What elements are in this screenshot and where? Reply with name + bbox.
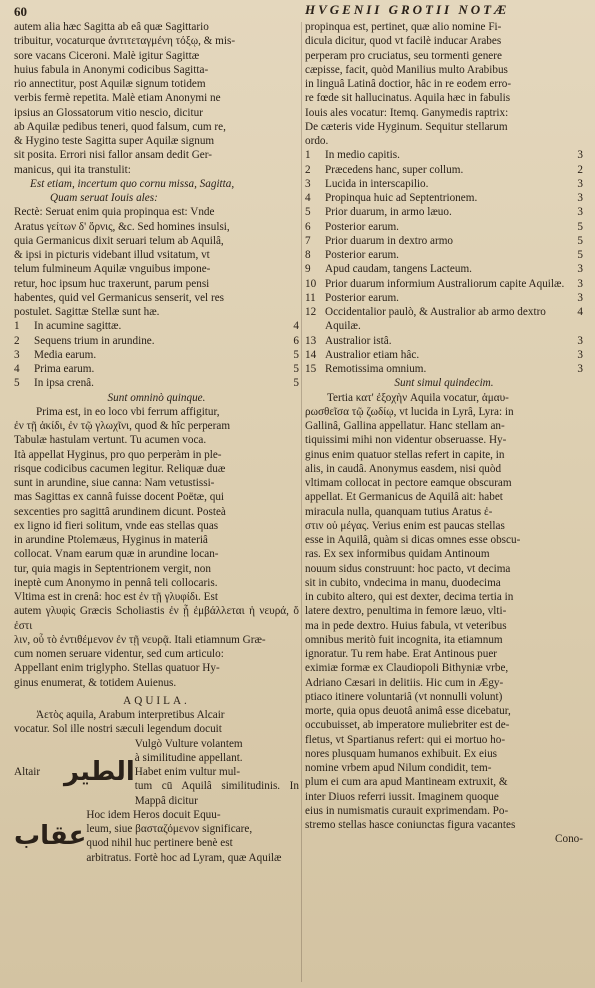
text-line: eius in numismatis curauit exprimendam. Po- bbox=[305, 804, 509, 817]
text-line: alis, in caudâ. Anonymus easdem, nisi quòd bbox=[305, 462, 502, 475]
text-line: Appellant enim triglypho. Stellas quatuor Hy- bbox=[14, 662, 220, 675]
star-description: Posterior earum. bbox=[325, 249, 399, 261]
text-line: Rectè: Seruat enim quia propinqua est: Vnde bbox=[14, 206, 215, 219]
star-description: Media earum. bbox=[34, 348, 97, 361]
text-line: sexcenties pro sagittâ arundinem dicunt. Posteà bbox=[14, 505, 226, 518]
text-line: in cubito altero, qui est dexter, decima tertia in bbox=[305, 591, 514, 603]
text-line: propinqua est, pertinet, quæ alio nomine Fi- bbox=[305, 21, 502, 33]
text-line: Iouis ales vocatur: Itemq. Ganymedis raptrix: bbox=[305, 106, 509, 119]
text-line: autem γλυφὶς Græcis Scholiastis ἐν ᾗ ἐμβάλλεται ἡ νευρά, ὅ ἐστι bbox=[14, 605, 299, 632]
star-magnitude: 5 bbox=[293, 377, 299, 390]
star-magnitude: 3 bbox=[577, 177, 583, 190]
star-item bbox=[305, 291, 583, 305]
text-line: Habet enim vultur mul- bbox=[134, 766, 241, 778]
text-line: tum cū Aquilâ similitudinis. In Mappâ dicitur bbox=[134, 780, 299, 807]
text-line: Tabulæ hastulam vertunt. Tu acumen voca. bbox=[14, 434, 207, 447]
text-line: autem alia hæc Sagitta ab eâ quæ Sagittario bbox=[14, 21, 209, 33]
text-line: Gallinâ, Gallina appellatur. Hanc stellam an- bbox=[305, 420, 505, 432]
text-line: vltimam collocat in pectore eamque obscuram bbox=[305, 477, 512, 489]
star-magnitude: 5 bbox=[293, 348, 299, 361]
star-description: Occidentalior paulò, & Australior ab armo dextro Aquilæ. bbox=[325, 306, 546, 333]
altair-label: Altair bbox=[14, 766, 41, 778]
text-line: λιν, οὗ τὸ ἐντιθέμενον ἐν τῇ νευρᾷ. Itali etiamnum Græ- bbox=[14, 633, 266, 646]
star-number: 1 bbox=[305, 149, 311, 162]
text-line: cum nomen seruare videntur, sed cum articulo: bbox=[14, 648, 224, 660]
text-line: sit in cubito, vndecima in manu, duodecima bbox=[305, 576, 501, 589]
star-number: 8 bbox=[305, 249, 311, 261]
aquila-star-list bbox=[305, 148, 583, 376]
text-line: ma in pede dextro. Huius fabula, vt veteribus bbox=[305, 619, 507, 632]
star-magnitude: 3 bbox=[577, 149, 583, 162]
text-line: fletus, vt Spartianus refert: qui ei mortuo ho- bbox=[305, 733, 506, 746]
text-line: re fœde sit hallucinatus. Aquila hæc in fabulis bbox=[305, 92, 511, 105]
text-line: Aratus γείτων δ' ὄρνις, &c. Sed homines insulsi, bbox=[14, 220, 230, 233]
text-line: perperam pro cruciatus, seu tormenti genere bbox=[305, 49, 502, 62]
aquila-total: Sunt simul quindecim. bbox=[394, 377, 494, 390]
section-title-aquila: AQUILA. bbox=[123, 694, 190, 707]
text-line: miracula nulla, quanquam tutius Aratus ἐ- bbox=[305, 505, 493, 518]
star-number: 14 bbox=[305, 348, 317, 361]
star-description: Remotissima omnium. bbox=[325, 363, 427, 375]
paragraph-aetos bbox=[14, 708, 299, 737]
sagitta-star-list bbox=[14, 319, 299, 390]
text-line: nomine vrbem apud Nilum condidit, tem- bbox=[305, 762, 492, 774]
star-description: In medio capitis. bbox=[325, 149, 400, 162]
star-number: 12 bbox=[305, 306, 317, 318]
paragraph-sagitta-intro bbox=[14, 20, 299, 177]
star-number: 1 bbox=[14, 320, 20, 333]
star-number: 4 bbox=[305, 192, 311, 204]
text-line: quia Germanicus dixit seruari telum ab Aquilâ, bbox=[14, 234, 224, 247]
text-line: telum fulmineum Aquilæ vnguibus impone- bbox=[14, 263, 211, 276]
text-line: ordo. bbox=[305, 135, 329, 147]
left-column bbox=[14, 20, 299, 982]
text-line: ipsius an Glossatorum vitio nescio, dicitur bbox=[14, 106, 203, 119]
text-line: & Hygino teste Sagitta super Aquilæ signum bbox=[14, 135, 215, 147]
star-item bbox=[305, 191, 583, 205]
star-item bbox=[14, 319, 299, 333]
text-line: Ità appellat Hyginus, pro quo perperàm in ple- bbox=[14, 448, 222, 461]
text-line: à similitudine appellant. bbox=[134, 751, 243, 764]
text-line: mas Sagittas ex cannâ fuisse docent Poëtæ, qui bbox=[14, 491, 225, 504]
text-line: rio annectitur, post Aquilæ signum totidem bbox=[14, 78, 206, 90]
star-item bbox=[305, 305, 583, 334]
star-description: Sequens trium in arundine. bbox=[34, 334, 155, 347]
text-line: ἐν τῇ ἀκίδι, ἐν τῷ γλωχῖνι, quod & hîc perperam bbox=[14, 420, 231, 432]
star-number: 3 bbox=[305, 177, 311, 190]
star-number: 13 bbox=[305, 334, 317, 347]
star-item bbox=[305, 362, 583, 376]
altair-arabic: الطير bbox=[64, 757, 135, 788]
right-column bbox=[305, 20, 583, 982]
paragraph-tertia bbox=[305, 391, 583, 833]
text-line: leum, siue βασταζόμενον significare, bbox=[86, 823, 253, 835]
star-magnitude: 5 bbox=[293, 363, 299, 375]
text-line: De cæteris vide Hyginum. Sequitur stellarum bbox=[305, 120, 508, 133]
page-number: 60 bbox=[14, 4, 27, 19]
altair-text bbox=[135, 737, 299, 808]
text-line: ρωσθεῖσα τῷ ζωδίῳ, vt lucida in Lyrâ, Lyra: in bbox=[305, 405, 514, 418]
text-line: huius fabula in Anonymi codicibus Sagitta- bbox=[14, 63, 209, 76]
text-line: ineptè cum Anonymo in pennâ teli collocaris. bbox=[14, 576, 218, 589]
text-line: eximiæ formæ ex Claudiopoli Bithyniæ vrbe, bbox=[305, 662, 509, 675]
text-line: nores plusquam humanos exhibuit. Ex eius bbox=[305, 747, 498, 760]
star-item bbox=[14, 348, 299, 362]
star-description: Præcedens hanc, super collum. bbox=[325, 163, 464, 176]
star-item bbox=[305, 334, 583, 348]
star-magnitude: 5 bbox=[577, 249, 583, 261]
text-line: ras. Ex sex informibus quidam Antinoum bbox=[305, 548, 490, 561]
star-magnitude: 4 bbox=[577, 306, 583, 318]
text-line: stremo stellas hasce coniunctas figura vacantes bbox=[305, 819, 516, 831]
text-line: ptiaco itinere voluntariâ (vt nonnulli volunt) bbox=[305, 690, 503, 703]
star-number: 5 bbox=[305, 206, 311, 219]
star-magnitude: 3 bbox=[577, 206, 583, 219]
text-line: στιν οὐ μέγας. Verius enim est paucas stellas bbox=[305, 519, 505, 532]
star-description: Prima earum. bbox=[34, 363, 95, 375]
text-line: Est etiam, incertum quo cornu missa, Sagitta, bbox=[30, 177, 235, 190]
star-description: Propinqua huic ad Septentrionem. bbox=[325, 192, 478, 204]
text-line: & ipsi in picturis videbant illud vsitatum, vt bbox=[14, 249, 210, 261]
star-number: 11 bbox=[305, 291, 316, 304]
text-line: quod nihil huc pertinere benè est bbox=[86, 837, 233, 850]
star-description: In ipsa crenâ. bbox=[34, 377, 94, 390]
text-line: Ἀετὸς aquila, Arabum interpretibus Alcair bbox=[36, 709, 225, 721]
text-line: habentes, quid vel Germanicus senserit, vel res bbox=[14, 291, 225, 304]
text-line: occubuisset, ab imperatore muliebriter est de- bbox=[305, 719, 510, 732]
star-item bbox=[305, 220, 583, 234]
text-line: omnibus meritò fuit incognita, ita etiamnum bbox=[305, 633, 503, 646]
text-line: ginus enumerat, & totidem Auienus. bbox=[14, 676, 177, 689]
text-line: sore vacans Ciceroni. Malè igitur Sagittæ bbox=[14, 49, 200, 62]
text-line: inter Diuos referri iussit. Imaginem quoque bbox=[305, 790, 499, 803]
text-line: Adriano Cæsari in delitiis. Hic cum in Ægy- bbox=[305, 676, 504, 689]
star-description: Australior istâ. bbox=[325, 334, 392, 347]
text-line: cæpisse, facit, quòd Manilius multo Arabibus bbox=[305, 63, 508, 76]
star-item bbox=[305, 262, 583, 276]
star-number: 5 bbox=[14, 377, 20, 390]
text-line: ex ligno id fieri solitum, vnde eas stellas quas bbox=[14, 519, 219, 532]
okab-text bbox=[86, 808, 299, 865]
star-number: 3 bbox=[14, 348, 20, 361]
star-number: 2 bbox=[14, 334, 20, 347]
catchword: Cono- bbox=[555, 833, 583, 846]
star-item bbox=[14, 362, 299, 376]
star-description: Prior duarum in dextro armo bbox=[325, 234, 454, 247]
text-line: ab Aquilæ pedibus teneri, quod falsum, cum re, bbox=[14, 120, 226, 133]
star-description: Posterior earum. bbox=[325, 220, 399, 233]
star-number: 4 bbox=[14, 363, 20, 375]
star-item bbox=[14, 376, 299, 390]
star-description: Prior duarum informium Australiorum capite Aquilæ. bbox=[325, 277, 565, 290]
star-magnitude: 3 bbox=[577, 363, 583, 375]
star-magnitude: 3 bbox=[577, 291, 583, 304]
star-item bbox=[305, 348, 583, 362]
text-line: collocat. Vnam earum quæ in arundine locan- bbox=[14, 548, 219, 561]
text-line: Vltima est in crenâ: hoc est ἐν τῇ γλυφίδι. Est bbox=[14, 591, 218, 603]
star-number: 2 bbox=[305, 163, 311, 176]
text-line: morte, quia opus deuotâ animâ esse dicebatur, bbox=[305, 705, 511, 717]
germanicus-verse bbox=[14, 177, 299, 206]
text-line: manicus, qui ita transtulit: bbox=[14, 163, 131, 176]
star-item bbox=[305, 177, 583, 191]
star-description: Posterior earum. bbox=[325, 291, 399, 304]
text-line: risque codicibus cacumen legitur. Reliquæ duæ bbox=[14, 462, 226, 475]
text-line: vocatur. Sol ille nostri sæculi legendum docuit bbox=[14, 723, 222, 736]
text-line: dicula dicitur, quod vt facilè inducar Arabes bbox=[305, 35, 502, 48]
star-item bbox=[305, 234, 583, 248]
star-magnitude: 2 bbox=[577, 163, 583, 176]
star-item bbox=[305, 248, 583, 262]
altair-block bbox=[14, 737, 299, 808]
text-line: sunt in arundine, siue canna: Nam vetustissi- bbox=[14, 477, 215, 489]
text-line: Tertia κατ' ἐξοχὴν Aquila vocatur, ἀμαυ- bbox=[327, 391, 509, 404]
text-line: Quam seruat Iouis ales: bbox=[50, 192, 158, 204]
text-line: tribuitur, vocaturque ἀντιτεταγμένη τόξῳ, & mis- bbox=[14, 35, 236, 48]
text-line: in linguâ Latinâ doctior, hâc in re eodem erro- bbox=[305, 78, 512, 90]
text-line: plum ei cum ara apud Mantineam extruxit, & bbox=[305, 776, 508, 789]
text-line: nouum sidus construunt: hoc pacto, vt decima bbox=[305, 562, 511, 575]
star-number: 9 bbox=[305, 263, 311, 276]
star-item bbox=[14, 334, 299, 348]
text-line: in arundine Ptolemæus, Hyginus in materiâ bbox=[14, 534, 208, 546]
text-line: latere dextro, penultima in femore læuo, vlti- bbox=[305, 605, 507, 618]
star-number: 10 bbox=[305, 277, 317, 290]
text-line: arbitratus. Fortè hoc ad Lyram, quæ Aquilæ bbox=[86, 851, 282, 864]
star-item bbox=[305, 277, 583, 291]
star-item bbox=[305, 205, 583, 219]
star-magnitude: 4 bbox=[293, 320, 299, 333]
paragraph-propinqua bbox=[305, 20, 583, 148]
star-magnitude: 5 bbox=[577, 234, 583, 247]
paragraph-recte bbox=[14, 205, 299, 319]
text-line: tiquissimi mihi non videntur obseruasse. Hy- bbox=[305, 434, 507, 447]
sagitta-total: Sunt omninò quinque. bbox=[107, 391, 206, 404]
text-line: sit posita. Errori nisi fallor ansam dedit Ger- bbox=[14, 149, 212, 162]
star-description: Apud caudam, tangens Lacteum. bbox=[325, 263, 472, 276]
text-line: Vulgò Vulture volantem bbox=[134, 737, 243, 750]
text-line: postulet. Sagittæ Stellæ sunt hæ. bbox=[14, 306, 160, 318]
star-description: Prior duarum, in armo læuo. bbox=[325, 206, 452, 219]
star-description: In acumine sagittæ. bbox=[34, 320, 122, 333]
text-line: esse in Aquilâ, quàm si dicas omnes esse obscu- bbox=[305, 534, 521, 546]
star-magnitude: 3 bbox=[577, 192, 583, 204]
star-magnitude: 3 bbox=[577, 263, 583, 276]
column-divider bbox=[301, 22, 302, 982]
okab-arabic: عقاب bbox=[14, 821, 87, 852]
text-line: ginus enim quatuor stellas refert in capite, in bbox=[305, 448, 505, 461]
okab-block bbox=[14, 808, 299, 865]
text-line: retur, hoc ipsum huc traxerunt, parum pensi bbox=[14, 277, 210, 290]
star-description: Lucida in interscapilio. bbox=[325, 177, 429, 190]
text-line: tur, quia magis in Septentrionem vergit, non bbox=[14, 562, 211, 575]
text-line: verbis fermè repetita. Malè etiam Anonymi ne bbox=[14, 92, 221, 105]
text-line: Prima est, in eo loco vbi ferrum affigitur, bbox=[36, 405, 220, 418]
star-magnitude: 3 bbox=[577, 277, 583, 290]
star-number: 7 bbox=[305, 234, 311, 247]
star-magnitude: 3 bbox=[577, 334, 583, 347]
star-item bbox=[305, 163, 583, 177]
star-item bbox=[305, 148, 583, 162]
star-magnitude: 3 bbox=[577, 348, 583, 361]
running-head: HVGENII GROTII NOTÆ bbox=[305, 2, 510, 17]
text-line: Hoc idem Heros docuit Equu- bbox=[86, 808, 221, 821]
star-description: Australior etiam hâc. bbox=[325, 348, 420, 361]
paragraph-prima bbox=[14, 405, 299, 690]
text-line: ignoratur. Tu rem habe. Erat Antinous puer bbox=[305, 648, 498, 660]
star-number: 15 bbox=[305, 363, 317, 375]
star-number: 6 bbox=[305, 220, 311, 233]
text-line: appellat. Et Germanicus de Aquilâ ait: habet bbox=[305, 491, 503, 504]
star-magnitude: 5 bbox=[577, 220, 583, 233]
star-magnitude: 6 bbox=[293, 334, 299, 347]
